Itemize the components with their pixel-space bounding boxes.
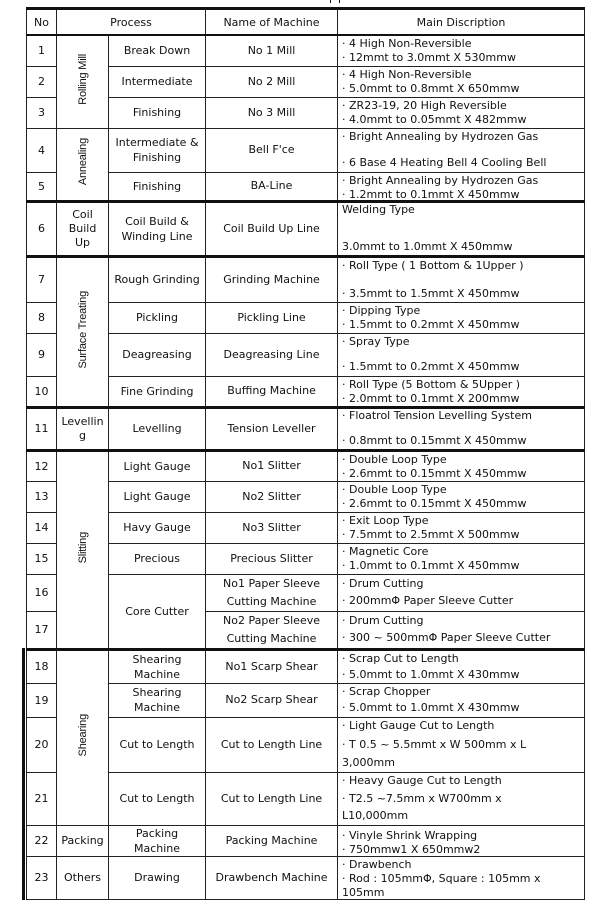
description-line: · Heavy Gauge Cut to Length bbox=[342, 774, 502, 787]
description-line: · T 0.5 ~ 5.5mmt x W 500mm x L bbox=[342, 737, 527, 751]
process-step: Drawing bbox=[109, 856, 206, 899]
header-machine: Name of Machine bbox=[206, 9, 338, 36]
description-line: · Drum Cutting bbox=[342, 577, 424, 590]
process-step: Shearing Machine bbox=[109, 649, 206, 683]
description-line: · Rod : 105mmΦ, Square : 105mm x bbox=[342, 872, 541, 885]
row-number: 13 bbox=[27, 481, 57, 512]
process-step: Rough Grinding bbox=[109, 256, 206, 302]
description-line: · Scrap Chopper bbox=[342, 685, 431, 698]
description-line: · ZR23-19, 20 High Reversible bbox=[342, 99, 507, 112]
process-category bbox=[57, 856, 109, 899]
description-line: · 5.0mmt to 1.0mmt X 430mmw bbox=[342, 667, 520, 681]
machine-name: Pickling Line bbox=[206, 302, 338, 333]
table-row bbox=[27, 574, 585, 611]
process-step: Shearing Machine bbox=[109, 683, 206, 717]
table-row bbox=[27, 128, 585, 172]
table-row bbox=[27, 825, 585, 856]
row-number: 5 bbox=[27, 172, 57, 201]
process-category-label: Annealing bbox=[76, 138, 89, 186]
machine-name: Bell F'ce bbox=[206, 128, 338, 172]
description-line: · 1.2mmt to 0.1mmt X 450mmw bbox=[342, 187, 520, 201]
description-line: · 6 Base 4 Heating Bell 4 Cooling Bell bbox=[342, 156, 547, 169]
row-number: 3 bbox=[27, 97, 57, 128]
description-line: · 4 High Non-Reversible bbox=[342, 68, 472, 81]
row-number: 20 bbox=[27, 717, 57, 772]
machine-name: No1 Scarp Shear bbox=[206, 649, 338, 683]
process-step: Levelling bbox=[109, 407, 206, 450]
description-line: · Magnetic Core bbox=[342, 545, 429, 558]
table-row bbox=[27, 172, 585, 201]
table-row bbox=[27, 35, 585, 66]
table-row bbox=[27, 302, 585, 333]
description-line: · 2.6mmt to 0.15mmt X 450mmw bbox=[342, 466, 527, 480]
machine-name: Coil Build Up Line bbox=[206, 201, 338, 256]
row-number: 1 bbox=[27, 35, 57, 66]
machine-name: Grinding Machine bbox=[206, 256, 338, 302]
description-line: · Double Loop Type bbox=[342, 483, 447, 496]
machine-name: No1 Paper Sleeve Cutting Machine bbox=[206, 574, 338, 611]
description-line: · Light Gauge Cut to Length bbox=[342, 719, 495, 732]
description-line: · 300 ~ 500mmΦ Paper Sleeve Cutter bbox=[342, 631, 551, 644]
process-step: Light Gauge bbox=[109, 450, 206, 481]
row-number: 2 bbox=[27, 66, 57, 97]
description-line: · 4 High Non-Reversible bbox=[342, 37, 472, 51]
process-step: Cut to Length bbox=[109, 717, 206, 772]
table-row bbox=[27, 376, 585, 407]
header-no: No bbox=[27, 9, 57, 36]
machine-name: No3 Slitter bbox=[206, 512, 338, 543]
main-description bbox=[338, 856, 585, 899]
description-line: · 4.0mmt to 0.05mmt X 482mmw bbox=[342, 113, 527, 126]
main-description bbox=[338, 512, 585, 543]
description-line: 3.0mmt to 1.0mmt X 450mmw bbox=[342, 240, 513, 253]
row-number: 11 bbox=[27, 407, 57, 450]
table-row bbox=[27, 856, 585, 899]
page-left-border bbox=[22, 648, 25, 900]
main-description bbox=[338, 302, 585, 333]
description-line: · 1.5mmt to 0.2mmt X 450mmw bbox=[342, 318, 520, 331]
description-line: · Scrap Cut to Length bbox=[342, 651, 459, 665]
process-step: Core Cutter bbox=[109, 574, 206, 649]
process-category-label: Packing bbox=[61, 833, 104, 847]
main-description bbox=[338, 97, 585, 128]
machine-name: Cut to Length Line bbox=[206, 772, 338, 825]
table-row bbox=[27, 649, 585, 683]
table-row bbox=[27, 717, 585, 772]
process-category bbox=[57, 407, 109, 450]
description-line: · 3.5mmt to 1.5mmt X 450mmw bbox=[342, 286, 520, 300]
process-category-label: Slitting bbox=[76, 531, 89, 564]
row-number: 17 bbox=[27, 611, 57, 649]
row-number: 15 bbox=[27, 543, 57, 574]
row-number: 23 bbox=[27, 856, 57, 899]
description-line: · 1.0mmt to 0.1mmt X 450mmw bbox=[342, 559, 520, 572]
process-category-label: Shearing bbox=[76, 714, 89, 757]
description-line: · Drum Cutting bbox=[342, 614, 424, 627]
process-category bbox=[57, 825, 109, 856]
main-description bbox=[338, 772, 585, 825]
main-description bbox=[338, 407, 585, 450]
table-row bbox=[27, 201, 585, 256]
main-description bbox=[338, 256, 585, 302]
row-number: 10 bbox=[27, 376, 57, 407]
table-row bbox=[27, 512, 585, 543]
table-row bbox=[27, 543, 585, 574]
description-line: Welding Type bbox=[342, 203, 415, 216]
table-row bbox=[27, 450, 585, 481]
description-line: · Bright Annealing by Hydrozen Gas bbox=[342, 130, 539, 143]
table-row bbox=[27, 683, 585, 717]
process-step: Deagreasing bbox=[109, 333, 206, 376]
description-line: · Exit Loop Type bbox=[342, 514, 429, 527]
description-line: · Floatrol Tension Levelling System bbox=[342, 409, 532, 422]
main-description bbox=[338, 611, 585, 649]
description-line: 105mm bbox=[342, 886, 385, 899]
main-description bbox=[338, 825, 585, 856]
process-category bbox=[57, 128, 109, 201]
machine-name: No 2 Mill bbox=[206, 66, 338, 97]
description-line: · 200mmΦ Paper Sleeve Cutter bbox=[342, 594, 514, 607]
description-line: · Roll Type (5 Bottom & 5Upper ) bbox=[342, 377, 521, 391]
process-category-label: Others bbox=[64, 870, 101, 884]
table-row bbox=[27, 772, 585, 825]
row-number: 18 bbox=[27, 649, 57, 683]
description-line: · 2.0mmt to 0.1mmt X 200mmw bbox=[342, 391, 520, 405]
machine-table bbox=[26, 7, 585, 900]
machine-name: Buffing Machine bbox=[206, 376, 338, 407]
description-line: 3,000mm bbox=[342, 756, 395, 769]
process-step: Intermediate & Finishing bbox=[109, 128, 206, 172]
process-category bbox=[57, 450, 109, 649]
main-description bbox=[338, 172, 585, 201]
description-line: · Spray Type bbox=[342, 335, 410, 348]
description-line: · 2.6mmt to 0.15mmt X 450mmw bbox=[342, 497, 527, 510]
machine-name: Tension Leveller bbox=[206, 407, 338, 450]
description-line: · 0.8mmt to 0.15mmt X 450mmw bbox=[342, 434, 527, 447]
machine-name: Packing Machine bbox=[206, 825, 338, 856]
main-description bbox=[338, 683, 585, 717]
table-row bbox=[27, 407, 585, 450]
description-line: · Roll Type ( 1 Bottom & 1Upper ) bbox=[342, 258, 524, 272]
description-line: · T2.5 ~7.5mm x W700mm x bbox=[342, 791, 502, 805]
row-number: 21 bbox=[27, 772, 57, 825]
machine-name: BA-Line bbox=[206, 172, 338, 201]
main-description bbox=[338, 543, 585, 574]
process-step: Break Down bbox=[109, 35, 206, 66]
process-category bbox=[57, 649, 109, 825]
process-step: Intermediate bbox=[109, 66, 206, 97]
main-description bbox=[338, 128, 585, 172]
machine-name: Drawbench Machine bbox=[206, 856, 338, 899]
description-line: · 1.5mmt to 0.2mmt X 450mmw bbox=[342, 360, 520, 373]
machine-name: No2 Slitter bbox=[206, 481, 338, 512]
row-number: 19 bbox=[27, 683, 57, 717]
machine-name: Precious Slitter bbox=[206, 543, 338, 574]
machine-name: Deagreasing Line bbox=[206, 333, 338, 376]
main-description bbox=[338, 717, 585, 772]
process-category bbox=[57, 256, 109, 407]
process-step: Light Gauge bbox=[109, 481, 206, 512]
process-step: Fine Grinding bbox=[109, 376, 206, 407]
description-line: · Bright Annealing by Hydrozen Gas bbox=[342, 173, 539, 187]
description-line: · Dipping Type bbox=[342, 304, 421, 317]
machine-name: No2 Paper Sleeve Cutting Machine bbox=[206, 611, 338, 649]
process-step: Cut to Length bbox=[109, 772, 206, 825]
description-line: · Drawbench bbox=[342, 858, 412, 871]
row-number: 9 bbox=[27, 333, 57, 376]
process-step: Finishing bbox=[109, 172, 206, 201]
table-row bbox=[27, 481, 585, 512]
main-description bbox=[338, 35, 585, 66]
header-process: Process bbox=[57, 9, 206, 36]
machine-list-sheet bbox=[26, 7, 584, 900]
description-line: · Double Loop Type bbox=[342, 452, 447, 466]
machine-name: No1 Slitter bbox=[206, 450, 338, 481]
header-description: Main Discription bbox=[338, 9, 585, 36]
row-number: 12 bbox=[27, 450, 57, 481]
row-number: 22 bbox=[27, 825, 57, 856]
description-line: · Vinyle Shrink Wrapping bbox=[342, 828, 478, 842]
description-line: · 12mmt to 3.0mmt X 530mmw bbox=[342, 51, 516, 65]
process-category-label: Rolling Mill bbox=[76, 54, 89, 106]
process-step: Havy Gauge bbox=[109, 512, 206, 543]
machine-name: No2 Scarp Shear bbox=[206, 683, 338, 717]
process-step: Packing Machine bbox=[109, 825, 206, 856]
description-line: L10,000mm bbox=[342, 809, 409, 822]
page-top-mark bbox=[330, 0, 340, 3]
table-body bbox=[27, 35, 585, 899]
row-number: 6 bbox=[27, 201, 57, 256]
main-description bbox=[338, 450, 585, 481]
table-row bbox=[27, 333, 585, 376]
description-line: · 5.0mmt to 1.0mmt X 430mmw bbox=[342, 701, 520, 714]
process-category bbox=[57, 35, 109, 128]
process-step: Pickling bbox=[109, 302, 206, 333]
row-number: 8 bbox=[27, 302, 57, 333]
main-description bbox=[338, 66, 585, 97]
description-line: · 750mmw1 X 650mmw2 bbox=[342, 842, 481, 856]
row-number: 7 bbox=[27, 256, 57, 302]
main-description bbox=[338, 333, 585, 376]
main-description bbox=[338, 574, 585, 611]
main-description bbox=[338, 201, 585, 256]
row-number: 14 bbox=[27, 512, 57, 543]
table-row bbox=[27, 97, 585, 128]
row-number: 16 bbox=[27, 574, 57, 611]
machine-name: Cut to Length Line bbox=[206, 717, 338, 772]
process-category-label: Levellin g bbox=[61, 414, 104, 442]
main-description bbox=[338, 376, 585, 407]
table-row bbox=[27, 256, 585, 302]
header-row bbox=[27, 9, 585, 36]
main-description bbox=[338, 481, 585, 512]
machine-name: No 3 Mill bbox=[206, 97, 338, 128]
process-step: Coil Build & Winding Line bbox=[109, 201, 206, 256]
process-step: Finishing bbox=[109, 97, 206, 128]
row-number: 4 bbox=[27, 128, 57, 172]
description-line: · 5.0mmt to 0.8mmt X 650mmw bbox=[342, 82, 520, 95]
description-line: · 7.5mmt to 2.5mmt X 500mmw bbox=[342, 528, 520, 541]
process-step: Precious bbox=[109, 543, 206, 574]
main-description bbox=[338, 649, 585, 683]
process-category-label: Surface Treating bbox=[76, 290, 89, 369]
machine-name: No 1 Mill bbox=[206, 35, 338, 66]
process-category bbox=[57, 201, 109, 256]
process-category-label: Coil Build Up bbox=[68, 207, 97, 249]
table-row bbox=[27, 66, 585, 97]
